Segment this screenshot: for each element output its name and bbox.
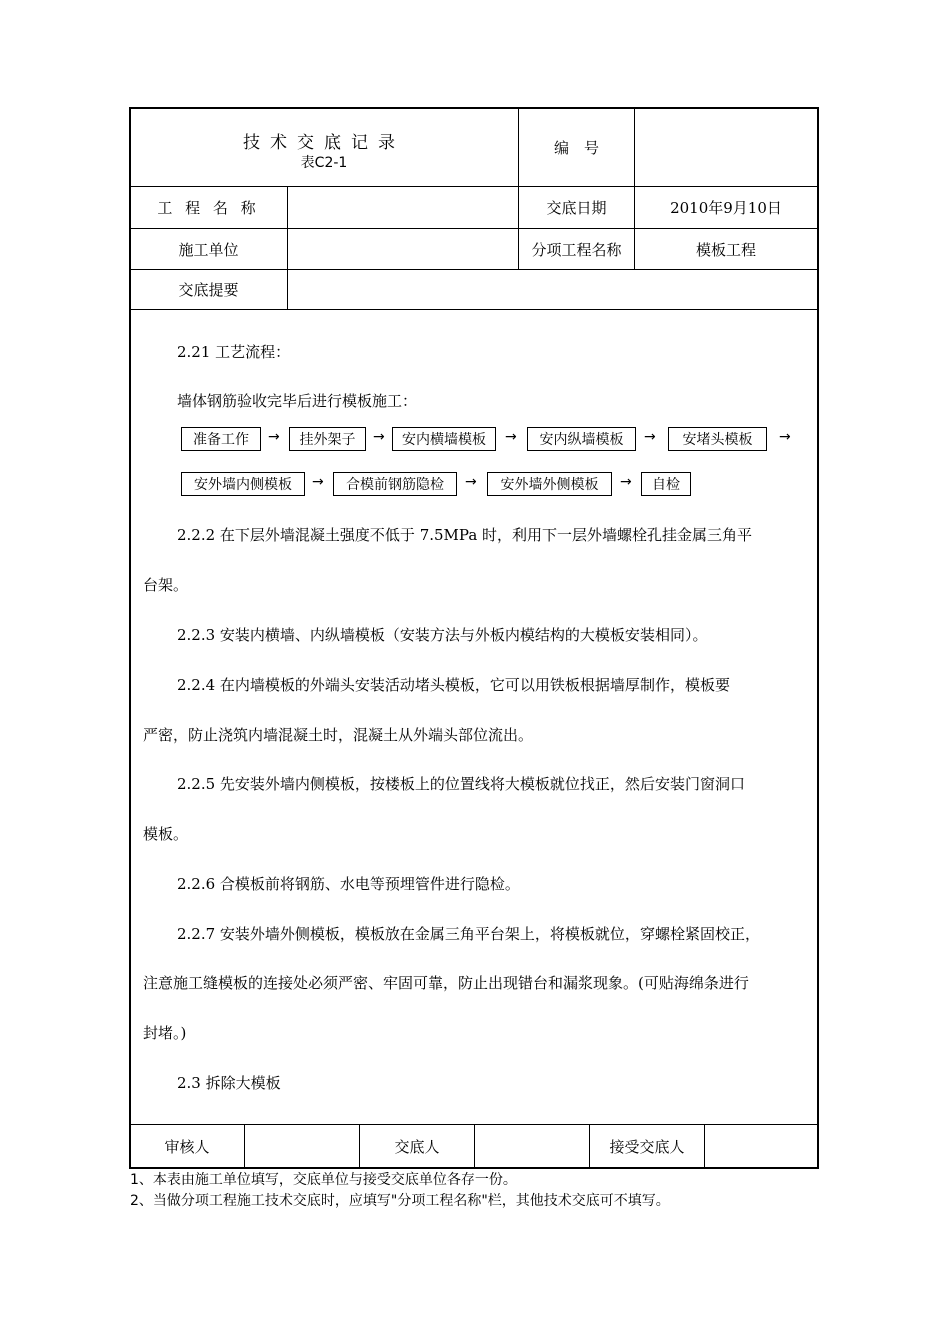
date-label: 交底日期 <box>546 199 607 217</box>
section-2-2-4-line1: 2.2.4 在内墙模板的外端头安装活动堵头模板，它可以用铁板根据墙厚制作，模板要 <box>177 676 730 694</box>
discloser-value[interactable] <box>475 1125 589 1167</box>
sub-project-label: 分项工程名称 <box>531 240 622 259</box>
section-2-2-3: 2.2.3 安装内横墙、内纵墙模板（安装方法与外板内模结构的大模板安装相同）。 <box>177 626 708 644</box>
number-label: 编 号 <box>553 138 599 157</box>
flow-arrow: → <box>465 474 477 490</box>
flow-intro: 墙体钢筋验收完毕后进行模板施工： <box>177 392 418 410</box>
reviewer-value[interactable] <box>245 1125 359 1167</box>
sub-project-value[interactable]: 模板工程 <box>695 240 756 259</box>
section-2-2-5-line1: 2.2.5 先安装外墙内侧模板，按楼板上的位置线将大模板就位找正，然后安装门窗洞口 <box>177 775 745 793</box>
border-bottom <box>129 1167 819 1169</box>
construction-unit-label: 施工单位 <box>178 240 239 259</box>
section-2-2-5-line2: 模板。 <box>143 825 189 843</box>
section-2-2-2-line2: 台架。 <box>143 576 189 594</box>
flow-arrow: → <box>620 474 632 490</box>
construction-unit-value[interactable] <box>288 229 518 269</box>
flow-step: 合模前钢筋隐检 <box>333 472 457 496</box>
flow-step: 安内纵墙模板 <box>527 427 636 451</box>
section-2-3: 2.3 拆除大模板 <box>177 1074 281 1092</box>
flow-step: 自检 <box>641 472 691 496</box>
flow-step: 准备工作 <box>181 427 261 451</box>
summary-label: 交底提要 <box>178 281 239 299</box>
project-name-value[interactable] <box>288 187 518 228</box>
flow-arrow: → <box>373 429 385 445</box>
section-2-21: 2.21 工艺流程： <box>177 343 291 361</box>
section-2-2-4-line2: 严密，防止浇筑内墙混凝土时，混凝土从外端头部位流出。 <box>143 726 534 744</box>
section-2-2-2-line1: 2.2.2 在下层外墙混凝土强度不低于 7.5MPa 时，利用下一层外墙螺栓孔挂金属三角平 <box>177 526 753 544</box>
section-2-2-7-line1: 2.2.7 安装外墙外侧模板，模板放在金属三角平台架上，将模板就位，穿螺栓紧固校正， <box>177 925 760 943</box>
number-value[interactable] <box>635 108 817 186</box>
project-name-label: 工 程 名 称 <box>157 199 260 217</box>
footnote-2: 2、当做分项工程施工技术交底时，应填写"分项工程名称"栏，其他技术交底可不填写。 <box>130 1193 670 1209</box>
flow-step: 安内横墙模板 <box>392 427 496 451</box>
footnote-1: 1、本表由施工单位填写，交底单位与接受交底单位各存一份。 <box>130 1172 517 1188</box>
receiver-value[interactable] <box>705 1125 817 1167</box>
flow-arrow: → <box>644 429 656 445</box>
date-value[interactable]: 2010年9月10日 <box>670 199 782 217</box>
flow-arrow: → <box>779 429 791 445</box>
section-2-2-7-line2: 注意施工缝模板的连接处必须严密、牢固可靠，防止出现错台和漏浆现象。(可贴海绵条进行 <box>143 974 749 992</box>
flow-step: 安堵头模板 <box>668 427 767 451</box>
flow-arrow: → <box>268 429 280 445</box>
reviewer-label: 审核人 <box>164 1137 210 1156</box>
flow-arrow: → <box>312 474 324 490</box>
flow-step: 挂外架子 <box>289 427 366 451</box>
flow-step: 安外墙外侧模板 <box>487 472 612 496</box>
flow-arrow: → <box>505 429 517 445</box>
section-2-2-7-line3: 封堵。) <box>143 1024 187 1042</box>
form-title: 技术交底记录 <box>243 132 405 153</box>
summary-value[interactable] <box>288 270 817 309</box>
discloser-label: 交底人 <box>394 1137 440 1156</box>
row-divider <box>129 309 819 310</box>
flow-step: 安外墙内侧模板 <box>181 472 305 496</box>
section-2-2-6: 2.2.6 合模板前将钢筋、水电等预埋管件进行隐检。 <box>177 875 520 893</box>
form-code: 表C2-1 <box>300 155 348 171</box>
receiver-label: 接受交底人 <box>609 1137 685 1156</box>
